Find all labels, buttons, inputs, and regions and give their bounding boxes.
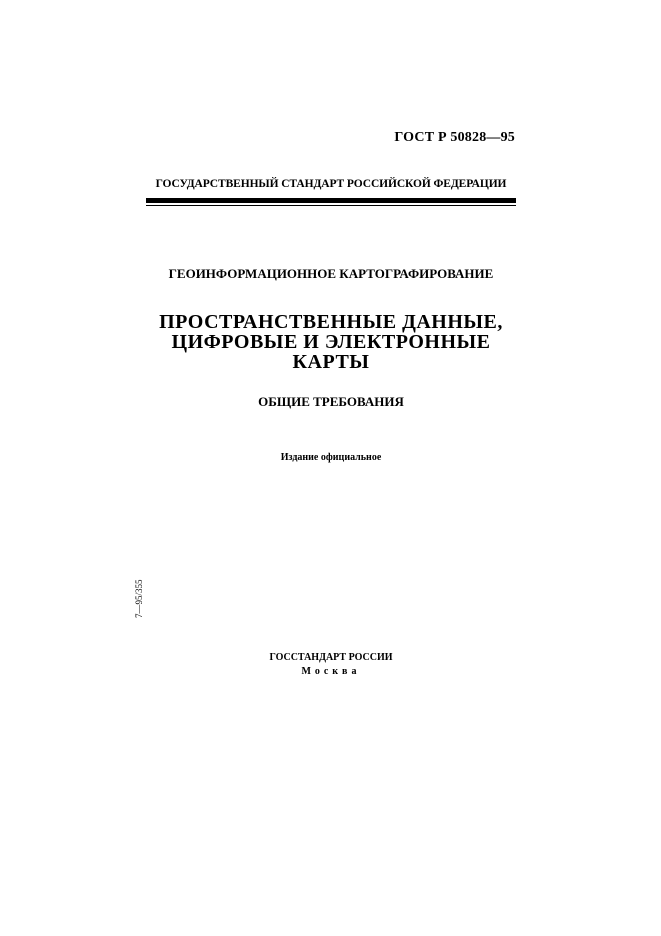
subtitle: ОБЩИЕ ТРЕБОВАНИЯ — [258, 394, 404, 409]
series-title: ГЕОИНФОРМАЦИОННОЕ КАРТОГРАФИРОВАНИЕ — [168, 266, 494, 281]
main-title-line-2: ЦИФРОВЫЕ И ЭЛЕКТРОННЫЕ — [171, 331, 491, 353]
state-standard-heading: ГОСУДАРСТВЕННЫЙ СТАНДАРТ РОССИЙСКОЙ ФЕДЕРАЦИИ — [155, 178, 507, 190]
main-title-line-1: ПРОСТРАНСТВЕННЫЕ ДАННЫЕ, — [159, 311, 503, 333]
side-print-code: 7—95/355 — [134, 579, 144, 618]
publisher: ГОССТАНДАРТ РОССИИ — [269, 652, 393, 663]
publisher-city: Москва — [301, 666, 361, 677]
main-title — [146, 312, 516, 372]
heading-rule-thick — [146, 198, 516, 203]
standard-code: ГОСТ Р 50828—95 — [394, 130, 515, 145]
main-title-line-3: КАРТЫ — [292, 351, 370, 373]
edition-note: Издание официальное — [280, 452, 382, 463]
heading-rule-thin — [146, 205, 516, 206]
